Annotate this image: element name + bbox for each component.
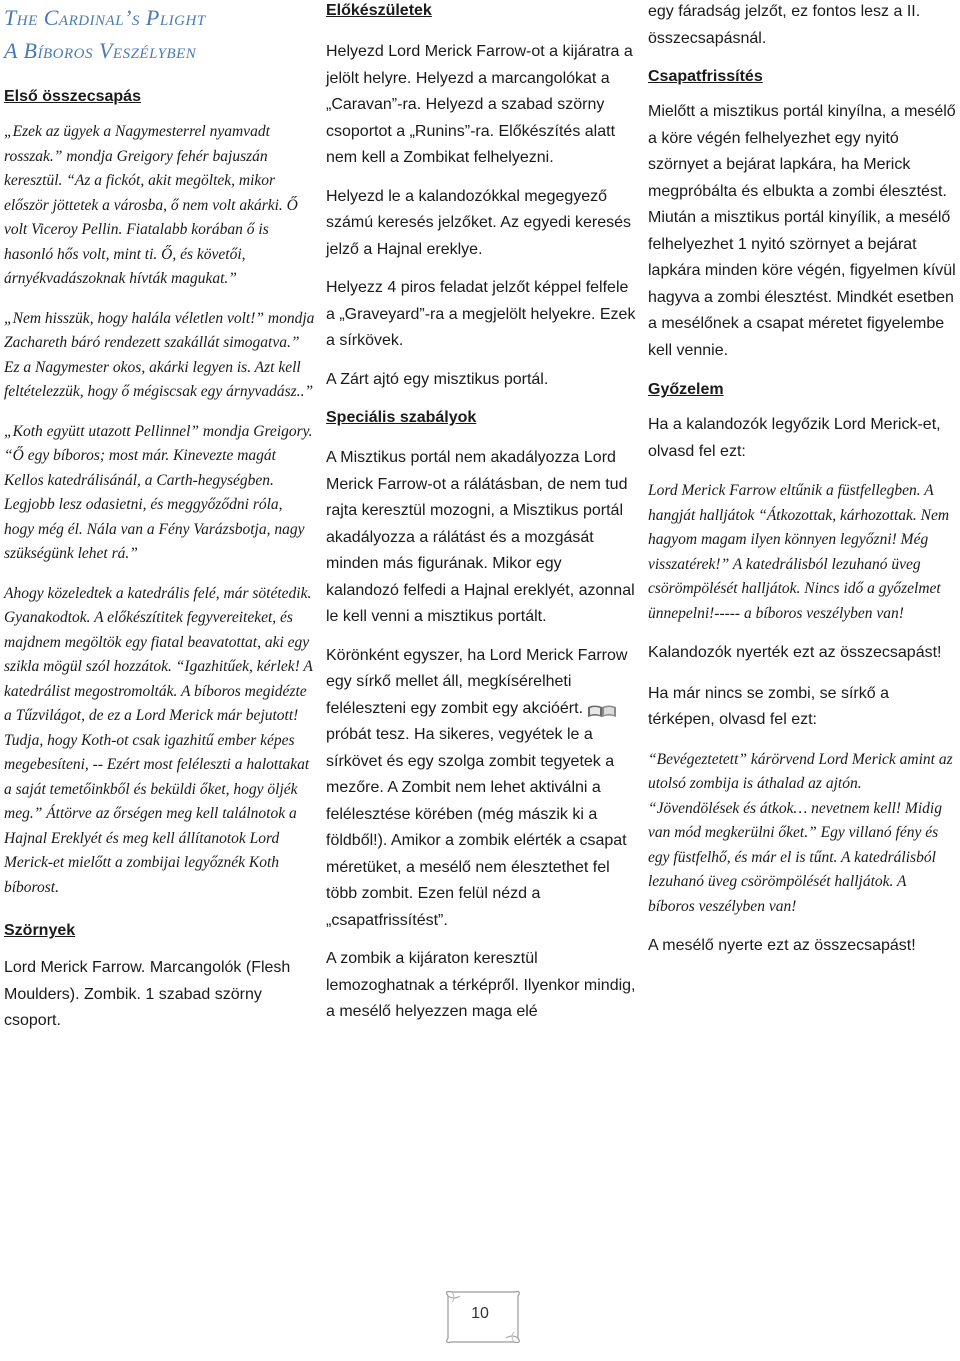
column-middle [326, 0, 636, 1026]
title-english: The Cardinal’s Plight [4, 5, 206, 30]
setup-paragraph: Helyezz 4 piros feladat jelzőt képpel felfele a „Graveyard”-ra a megjelölt helyekre. Ezek a sírkövek. [326, 279, 636, 349]
section-heading-reinforcements: Csapatfrissítés [648, 68, 763, 85]
book-icon [587, 701, 617, 715]
victory-paragraph: Ha a kalandozók legyőzik Lord Merick-et, olvasd fel ezt: [648, 416, 941, 460]
narrative-paragraph: „Koth együtt utazott Pellinnel” mondja Greigory. “Ő egy bíboros; most már. Kinevezte magát Kellos katedrálisánál, a Carth-hegységben. Legjobb lesz odasietni, és meggyőződni róla, hogy még él. Nála van a Fény Varázsbotja, nagy szükségünk lehet rá.” [4, 422, 313, 562]
page-title [4, 0, 316, 67]
monsters-paragraph: Lord Merick Farrow. Marcangolók (Flesh Moulders). Zombik. 1 szabad szörny csoport. [4, 959, 291, 1029]
victory-paragraph: Ha már nincs se zombi, se sírkő a térképen, olvasd fel ezt: [648, 684, 889, 728]
section-heading-monsters: Szörnyek [4, 922, 76, 939]
continued-paragraph: egy fáradság jelzőt, ez fontos lesz a II. összecsapásnál. [648, 3, 921, 47]
column-right [648, 0, 956, 960]
narrative-paragraph: Ahogy közeledtek a katedrális felé, már sötétedik. Gyanakodtok. A előkészítitek fegyvereiteket, és majdnem megöltök egy fiatal beavatottat, aki egy szikla mögül szól hozzátok. “Igazhitűek, kérlek! A katedrálist megostromolták. A bíboros megidézte a Tűzvilágot, de ez a Lord Merick már bejutott! Tudja, hogy Koth-ot csak igazhitű ember képes megebesíteni, -- Ezért most feléleszti a halottakat a saját temetőinkből és beküldi őket, hogy öljék meg.” Áttörve az őrségen meg kell találnotok a Hajnal Ereklyét és meg kell állítanotok Lord Merick-et mielőtt a zombijai legyőznék Koth bíborost. [4, 584, 313, 896]
title-hungarian: A Bíboros Veszélyben [4, 38, 197, 63]
setup-paragraph: A Zárt ajtó egy misztikus portál. [326, 370, 549, 388]
section-heading-setup: Előkészületek [326, 2, 432, 19]
page-number-scroll [434, 1288, 526, 1348]
rules-paragraph: A zombik a kijáraton keresztül lemozoghatnak a térképről. Ilyenkor mindig, a mesélő helyezzen maga elé [326, 950, 636, 1020]
rules-paragraph [326, 643, 636, 935]
narrative-paragraph: Lord Merick Farrow eltűnik a füstfellegben. A hangját halljátok “Átkozottak, kárhozottak. Nem hagyom magam ilyen könnyen legyőzni! Még visszatérek!” A katedrálisból lezuhanó üveg csörömpölését halljátok. Nincs idő a győzelmet ünnepelni!----- a bíboros veszélyben van! [648, 482, 950, 622]
rules-text: próbát tesz. Ha sikeres, vegyétek le a sírkövet és egy szolga zombit tegyetek a mezőre. A Zombit nem lehet aktiválni a felélesztése körében (még mászik ki a földből!). Amikor a zombik elérték a csapat méretüket, a mesélő nem élesztethet fel több zombit. Ezen felül nézd a „csapatfrissítést”. [326, 726, 627, 929]
narrative-paragraph: „Nem hisszük, hogy halála véletlen volt!” mondja Zachareth báró rendezett szakállát simogatva.” Ez a Nagymester okos, akárki legyen is. Azt kell feltételezzük, hogy ő mégiscsak egy árnyvadász..” [4, 309, 315, 400]
rules-text: Körönként egyszer, ha Lord Merick Farrow egy sírkő mellet áll, megkísérelheti feléleszteni egy zombit egy akcióért. [326, 646, 628, 717]
narrative-paragraph: “Bevégeztetett” kárörvend Lord Merick amint az utolsó zombija is áthalad az ajtón. “Jövendölések és átkok… nevetnem kell! Midig van mód megkerülni őket.” Egy villanó fény és egy füstfelhő, és már el is tűnt. A katedrálisból lezuhanó üveg csörömpölését halljátok. A bíboros veszélyben van! [648, 750, 953, 915]
column-left [4, 0, 316, 1035]
page-number: 10 [471, 1305, 489, 1322]
narrative-paragraph: „Ezek az ügyek a Nagymesterrel nyamvadt rosszak.” mondja Greigory fehér bajuszán keresztül. “Az a fickót, akit megöltek, mikor először jöttetek a városba, ő nem volt akárki. Ő volt Viceroy Pellin. Fiatalabb korában ő is hasonló hős volt, mint ti. Ő, és követői, árnyékvadászoknak hívták magukat.” [4, 123, 298, 287]
section-heading-first-encounter: Első összecsapás [4, 88, 141, 105]
victory-paragraph: Kalandozók nyerték ezt az összecsapást! [648, 644, 942, 661]
reinforcement-paragraph: Mielőtt a misztikus portál kinyílna, a mesélő a köre végén felhelyezhet egy nyitó szörnyet a bejárat lapkára, ha Merick megpróbálta és elbukta a zombi élesztést. Miután a misztikus portál kinyílik, a mesélő felhelyezhet 1 nyitó szörnyet a bejárat lapkára minden köre végén, figyelmen kívül hagyva a zombi élesztést. Mindkét esetben a mesélőnek a csapat méretet figyelembe kell vennie. [648, 103, 956, 359]
victory-paragraph: A mesélő nyerte ezt az összecsapást! [648, 937, 916, 954]
section-heading-special-rules: Speciális szabályok [326, 409, 477, 426]
setup-paragraph: Helyezd le a kalandozókkal megegyező számú keresés jelzőket. Az egyedi keresés jelző a Hajnal ereklye. [326, 187, 632, 258]
rules-paragraph: A Misztikus portál nem akadályozza Lord Merick Farrow-ot a rálátásban, de nem tud rajta keresztül mozogni, a Misztikus portál akadályozza a rálátást és a mozgását minden más figurának. Mikor egy kalandozó felfedi a Hajnal ereklyét, azonnal le kell venni a misztikus portált. [326, 449, 635, 625]
setup-paragraph: Helyezd Lord Merick Farrow-ot a kijáratra a jelölt helyre. Helyezd a marcangolókat a „Caravan”-ra. Helyezd a szabad szörny csoportot a „Runins”-ra. Előkészítés alatt nem kell a Zombikat felhelyezni. [326, 43, 633, 166]
section-heading-victory: Győzelem [648, 381, 724, 398]
